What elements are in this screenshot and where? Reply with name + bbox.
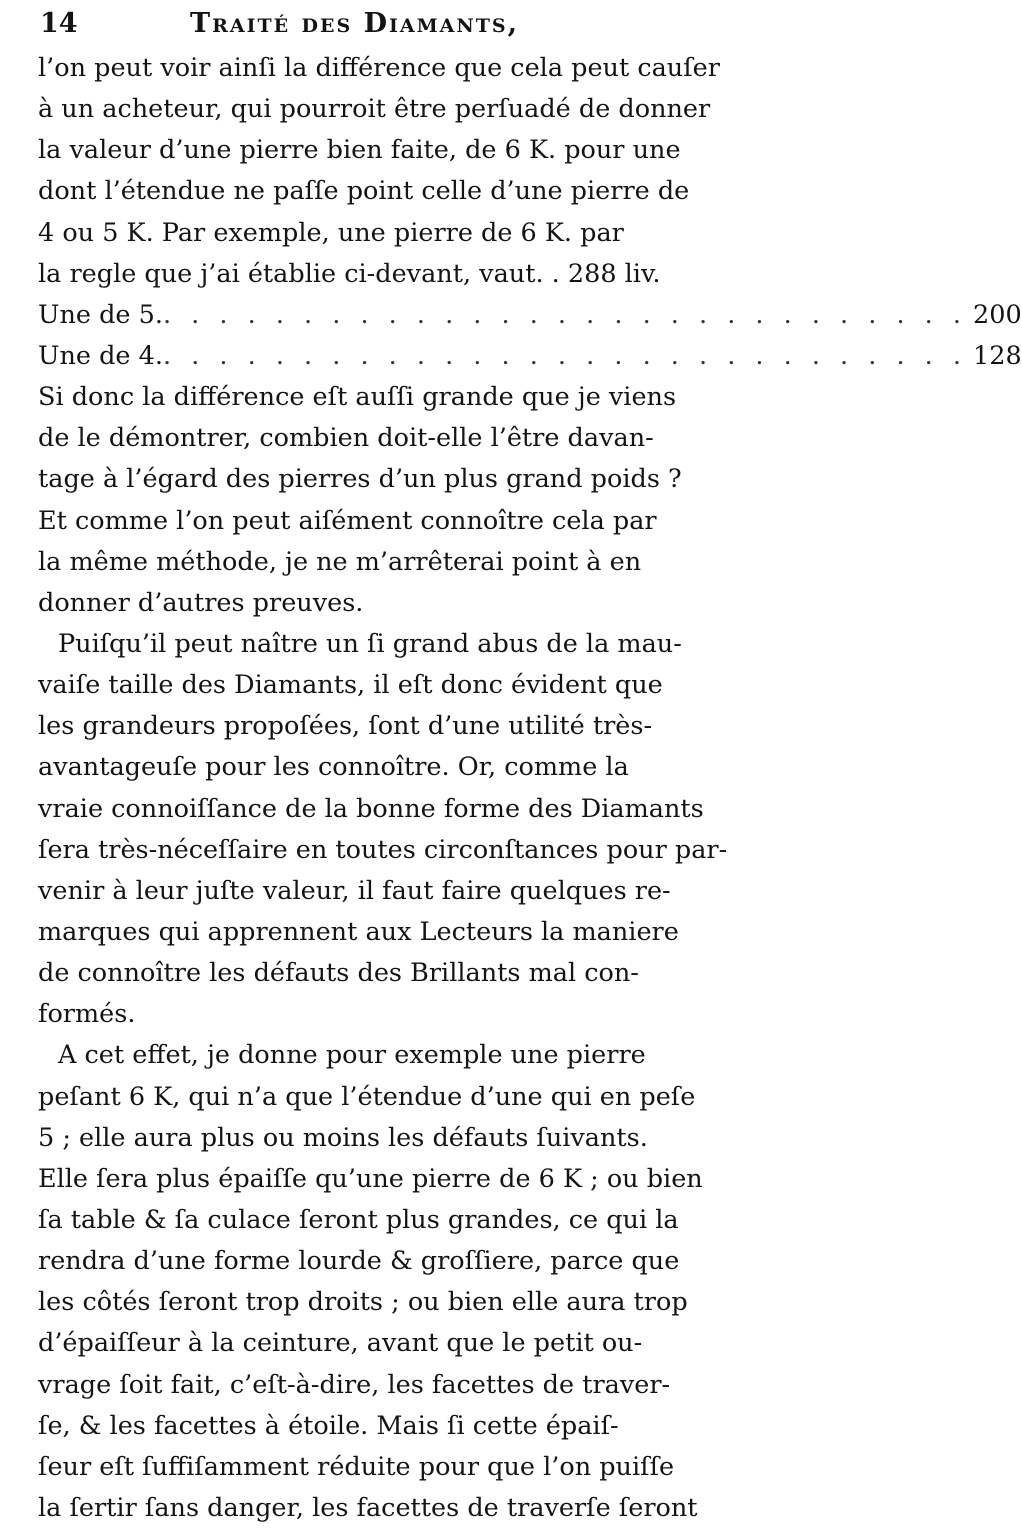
text-line: ſa table & ſa culace ſeront plus grandes, ce qui la bbox=[38, 1204, 679, 1235]
text-line: les grandeurs propoſées, ſont d’une utilité très- bbox=[38, 711, 653, 742]
text-line: Elle ſera plus épaiſſe qu’une pierre de 6 K ; ou bien bbox=[38, 1163, 703, 1194]
text-line: avantageuſe pour les connoître. Or, comme la bbox=[38, 752, 629, 783]
text-line: vaiſe taille des Diamants, il eſt donc évident que bbox=[38, 670, 663, 701]
text-line: l’on peut voir ainſi la différence que cela peut cauſer bbox=[38, 53, 720, 83]
text-line: la même méthode, je ne m’arrêterai point à en bbox=[38, 546, 642, 577]
page-header bbox=[40, 2, 740, 46]
page-number: 14 bbox=[40, 8, 78, 39]
price-label: Une de 4. bbox=[38, 340, 163, 371]
text-line: formés. bbox=[38, 999, 136, 1030]
text-line: venir à leur juſte valeur, il faut faire quelques re- bbox=[38, 875, 671, 906]
text-line: marques qui apprennent aux Lecteurs la maniere bbox=[38, 916, 679, 947]
text-line: Et comme l’on peut aiſément connoître cela par bbox=[38, 505, 657, 536]
text-line: peſant 6 K, qui n’a que l’étendue d’une qui en peſe bbox=[38, 1081, 696, 1112]
text-line: vrage ſoit fait, c’eſt-à-dire, les facettes de traver- bbox=[38, 1369, 671, 1400]
price-line bbox=[38, 295, 1022, 336]
text-line: de le démontrer, combien doit-elle l’être davan- bbox=[38, 423, 654, 454]
text-line: vraie connoiſſance de la bonne forme des Diamants bbox=[38, 793, 704, 824]
text-line: de connoître les défauts des Brillants mal con- bbox=[38, 958, 639, 989]
text-line: d’épaiſſeur à la ceinture, avant que le petit ou- bbox=[38, 1328, 643, 1359]
text-line: A cet effet, je donne pour exemple une pierre bbox=[58, 1040, 646, 1071]
text-line: 5 ; elle aura plus ou moins les défauts ſuivants. bbox=[38, 1122, 648, 1153]
price-label: Une de 5. bbox=[38, 299, 163, 330]
text-line: à un acheteur, qui pourroit être perſuadé de donner bbox=[38, 94, 711, 125]
body-text bbox=[38, 48, 1022, 1529]
price-amount: 128 bbox=[973, 340, 1022, 371]
text-line: la ſertir ſans danger, les facettes de traverſe ſeront bbox=[38, 1492, 698, 1523]
text-line: Puiſqu’il peut naître un ſi grand abus de la mau- bbox=[58, 628, 682, 659]
price-line bbox=[38, 336, 1022, 377]
text-line: les côtés ſeront trop droits ; ou bien elle aura trop bbox=[38, 1287, 688, 1318]
text-line: 4 ou 5 K. Par exemple, une pierre de 6 K. par bbox=[38, 217, 624, 248]
text-line: dont l’étendue ne paſſe point celle d’une pierre de bbox=[38, 176, 690, 207]
dot-leader: . . . . . . . . . . . . . . . . . . . . . . . . . . . . . bbox=[162, 340, 967, 371]
price-amount: 200 bbox=[973, 299, 1022, 330]
text-line: ſera très-néceſſaire en toutes circonſtances pour par- bbox=[38, 834, 728, 865]
text-line: la valeur d’une pierre bien faite, de 6 K. pour une bbox=[38, 135, 681, 166]
text-line: ſe, & les facettes à étoile. Mais ſi cette épaiſ- bbox=[38, 1410, 619, 1441]
text-line: tage à l’égard des pierres d’un plus grand poids ? bbox=[38, 464, 682, 495]
text-line: Si donc la différence eſt auſſi grande que je viens bbox=[38, 382, 677, 413]
dot-leader: . . . . . . . . . . . . . . . . . . . . . . . . . . . . . bbox=[162, 299, 967, 330]
text-line: rendra d’une forme lourde & groſſiere, parce que bbox=[38, 1246, 680, 1277]
running-title: Traité des Diamants, bbox=[190, 8, 520, 39]
text-line: la regle que j’ai établie ci-devant, vaut. . 288 liv. bbox=[38, 258, 661, 289]
text-line: ſeur eſt ſuffiſamment réduite pour que l’on puiſſe bbox=[38, 1451, 675, 1482]
text-line: donner d’autres preuves. bbox=[38, 587, 364, 618]
